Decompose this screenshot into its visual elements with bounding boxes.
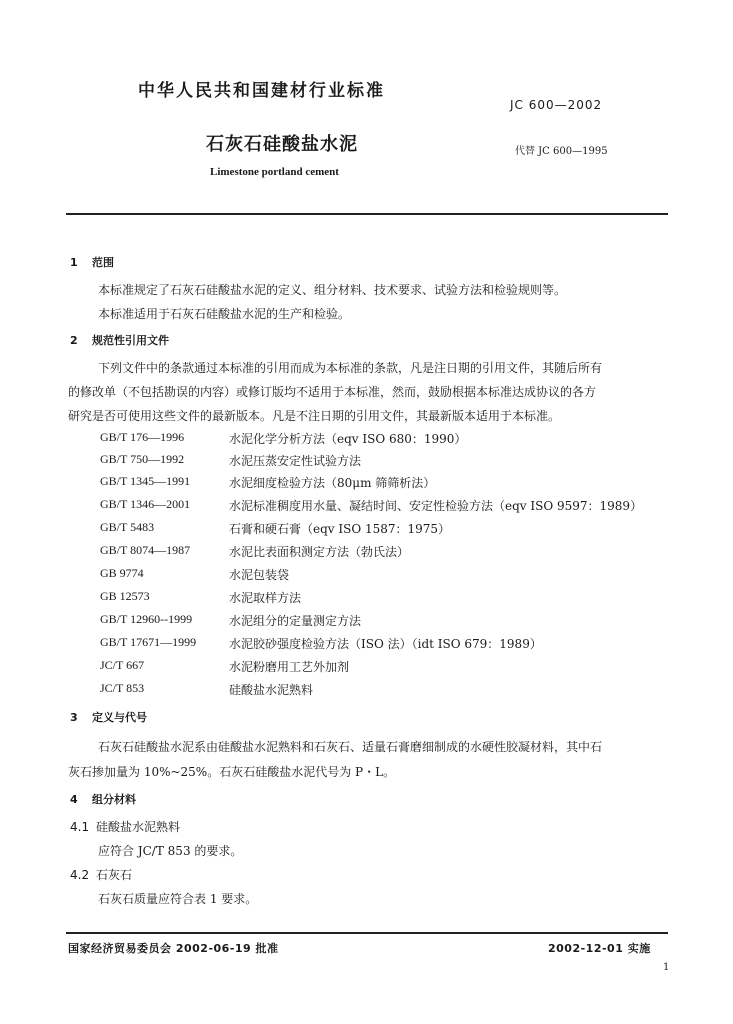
section-title: 组分材料 <box>92 793 136 806</box>
approval-note: 国家经济贸易委员会 2002-06-19 批准 <box>68 942 279 955</box>
reference-code: GB/T 176—1996 <box>100 430 185 444</box>
section-3-line: 石灰石硅酸盐水泥系由硅酸盐水泥熟料和石灰石、适量石膏磨细制成的水硬性胶凝材料，其中石 <box>98 740 603 754</box>
section-3-line: 灰石掺加量为 10%~25%。石灰石硅酸盐水泥代号为 P・L。 <box>68 765 396 779</box>
section-2-intro-line: 下列文件中的条款通过本标准的引用而成为本标准的条款，凡是注日期的引用文件，其随后所有 <box>98 361 603 375</box>
section-number: 3 <box>70 711 78 724</box>
reference-title: 水泥胶砂强度检验方法（ISO 法）（idt ISO 679：1989） <box>229 637 542 651</box>
reference-code: GB/T 12960--1999 <box>100 612 193 626</box>
reference-title: 水泥组分的定量测定方法 <box>229 614 362 628</box>
section-2-heading <box>70 332 169 348</box>
section-4-heading <box>70 791 136 807</box>
reference-title: 水泥粉磨用工艺外加剂 <box>229 660 350 674</box>
section-2-intro-line: 研究是否可使用这些文件的最新版本。凡是不注日期的引用文件，其最新版本适用于本标准。 <box>68 409 561 423</box>
section-number: 4 <box>70 793 78 806</box>
document-title-en: Limestone portland cement <box>210 166 339 178</box>
subsection-number: 4.2 <box>70 868 90 882</box>
subsection-number: 4.1 <box>70 820 90 834</box>
subsection-title: 石灰石 <box>96 868 133 882</box>
reference-code: GB/T 17671—1999 <box>100 635 197 649</box>
reference-code: GB/T 1346—2001 <box>100 497 191 511</box>
reference-code: GB/T 8074—1987 <box>100 543 191 557</box>
subsection-4-1-text: 应符合 JC/T 853 的要求。 <box>98 844 243 858</box>
reference-code: GB/T 5483 <box>100 520 155 534</box>
section-number: 2 <box>70 334 78 347</box>
replaces-note: 代替 JC 600—1995 <box>515 146 608 157</box>
subsection-4-2-heading <box>70 866 132 883</box>
section-3-heading <box>70 709 147 725</box>
section-2-intro-line: 的修改单（不包括勘误的内容）或修订版均不适用于本标准，然而，鼓励根据本标准达成协议的各方 <box>68 385 597 399</box>
reference-title: 水泥取样方法 <box>229 591 302 605</box>
reference-title: 水泥细度检验方法（80μm 筛筛析法） <box>229 476 436 490</box>
reference-code: JC/T 853 <box>100 681 145 695</box>
section-1-heading <box>70 254 114 270</box>
reference-code: GB 12573 <box>100 589 150 603</box>
reference-title: 水泥标准稠度用水量、凝结时间、安定性检验方法（eqv ISO 9597：1989） <box>229 499 643 513</box>
subsection-title: 硅酸盐水泥熟料 <box>96 820 181 834</box>
document-title-cn: 石灰石硅酸盐水泥 <box>206 134 358 155</box>
section-title: 规范性引用文件 <box>92 334 169 347</box>
subsection-4-2-text: 石灰石质量应符合表 1 要求。 <box>98 892 258 906</box>
reference-title: 水泥压蒸安定性试验方法 <box>229 454 362 468</box>
section-title: 定义与代号 <box>92 711 147 724</box>
section-title: 范围 <box>92 256 114 269</box>
section-1-paragraph: 本标准规定了石灰石硅酸盐水泥的定义、组分材料、技术要求、试验方法和检验规则等。 <box>98 283 567 297</box>
reference-title: 水泥比表面积测定方法（勃氏法） <box>229 545 410 559</box>
reference-code: GB/T 1345—1991 <box>100 474 191 488</box>
implementation-date: 2002-12-01 实施 <box>548 942 651 955</box>
issuing-organization: 中华人民共和国建材行业标准 <box>138 81 385 101</box>
footer-divider <box>66 932 668 934</box>
reference-title: 水泥包装袋 <box>229 568 290 582</box>
reference-title: 硅酸盐水泥熟料 <box>229 683 314 697</box>
reference-title: 水泥化学分析方法（eqv ISO 680：1990） <box>229 432 467 446</box>
page-number: 1 <box>663 962 670 973</box>
reference-code: GB 9774 <box>100 566 144 580</box>
standard-number: JC 600—2002 <box>510 98 603 112</box>
reference-code: GB/T 750—1992 <box>100 452 185 466</box>
section-number: 1 <box>70 256 78 269</box>
subsection-4-1-heading <box>70 818 180 835</box>
reference-code: JC/T 667 <box>100 658 145 672</box>
reference-title: 石膏和硬石膏（eqv ISO 1587：1975） <box>229 522 451 536</box>
header-divider <box>66 213 668 215</box>
section-1-paragraph: 本标准适用于石灰石硅酸盐水泥的生产和检验。 <box>98 307 351 321</box>
